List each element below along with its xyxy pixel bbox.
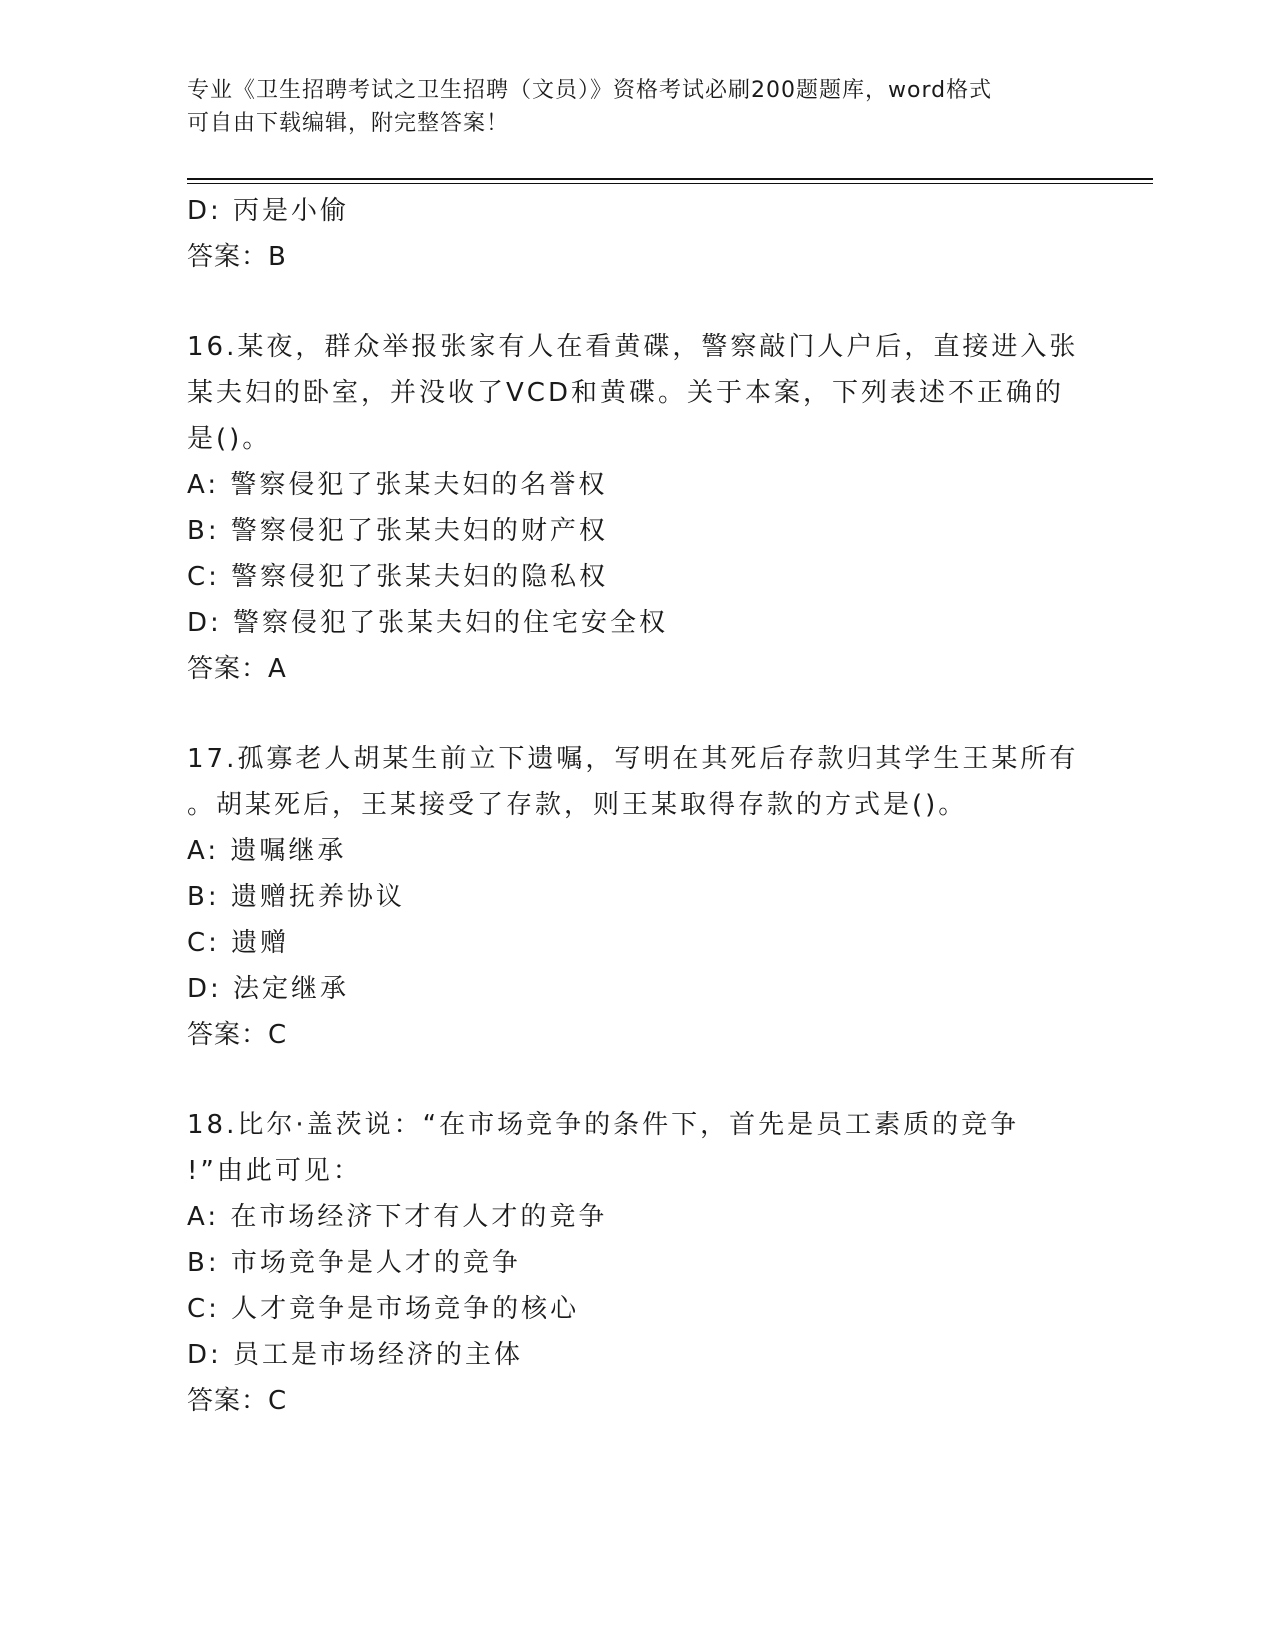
option-b: B: 遗赠抚养协议 — [187, 882, 405, 912]
carryover-block — [187, 188, 1087, 280]
question-17 — [187, 736, 1087, 1058]
stem-line: 16.某夜，群众举报张家有人在看黄碟，警察敲门人户后，直接进入张 — [187, 332, 1079, 362]
page-header — [187, 74, 1087, 140]
stem-line: 某夫妇的卧室，并没收了VCD和黄碟。关于本案，下列表述不正确的 — [187, 378, 1064, 408]
option-c: C: 警察侵犯了张某夫妇的隐私权 — [187, 562, 609, 592]
question-stem — [187, 324, 1087, 462]
option-a: A: 警察侵犯了张某夫妇的名誉权 — [187, 470, 608, 500]
header-divider-thick — [187, 178, 1153, 180]
document-body — [187, 188, 1087, 1424]
header-divider-thin — [187, 183, 1153, 184]
answer-line: 答案：A — [187, 654, 287, 684]
header-line-2: 可自由下载编辑，附完整答案！ — [187, 111, 510, 136]
option-a: A: 遗嘱继承 — [187, 836, 347, 866]
question-stem — [187, 736, 1087, 828]
option-c: C: 遗赠 — [187, 928, 290, 958]
question-16 — [187, 324, 1087, 692]
stem-line: 。胡某死后，王某接受了存款，则王某取得存款的方式是()。 — [187, 790, 968, 820]
option-d: D: 丙是小偷 — [187, 196, 350, 226]
option-d: D: 警察侵犯了张某夫妇的住宅安全权 — [187, 608, 669, 638]
stem-line: !”由此可见： — [187, 1156, 362, 1186]
answer-line: 答案：B — [187, 242, 287, 272]
answer-line: 答案：C — [187, 1386, 288, 1416]
option-a: A: 在市场经济下才有人才的竞争 — [187, 1202, 608, 1232]
option-d: D: 法定继承 — [187, 974, 350, 1004]
option-b: B: 警察侵犯了张某夫妇的财产权 — [187, 516, 608, 546]
stem-line: 是()。 — [187, 424, 272, 454]
option-c: C: 人才竞争是市场竞争的核心 — [187, 1294, 580, 1324]
option-b: B: 市场竞争是人才的竞争 — [187, 1248, 521, 1278]
question-18 — [187, 1102, 1087, 1424]
stem-line: 17.孤寡老人胡某生前立下遗嘱，写明在其死后存款归其学生王某所有 — [187, 744, 1079, 774]
header-line-1: 专业《卫生招聘考试之卫生招聘（文员）》资格考试必刷200题题库，word格式 — [187, 78, 993, 103]
stem-line: 18.比尔·盖茨说：“在市场竞争的条件下，首先是员工素质的竞争 — [187, 1110, 1020, 1140]
question-stem — [187, 1102, 1087, 1194]
answer-line: 答案：C — [187, 1020, 288, 1050]
option-d: D: 员工是市场经济的主体 — [187, 1340, 524, 1370]
